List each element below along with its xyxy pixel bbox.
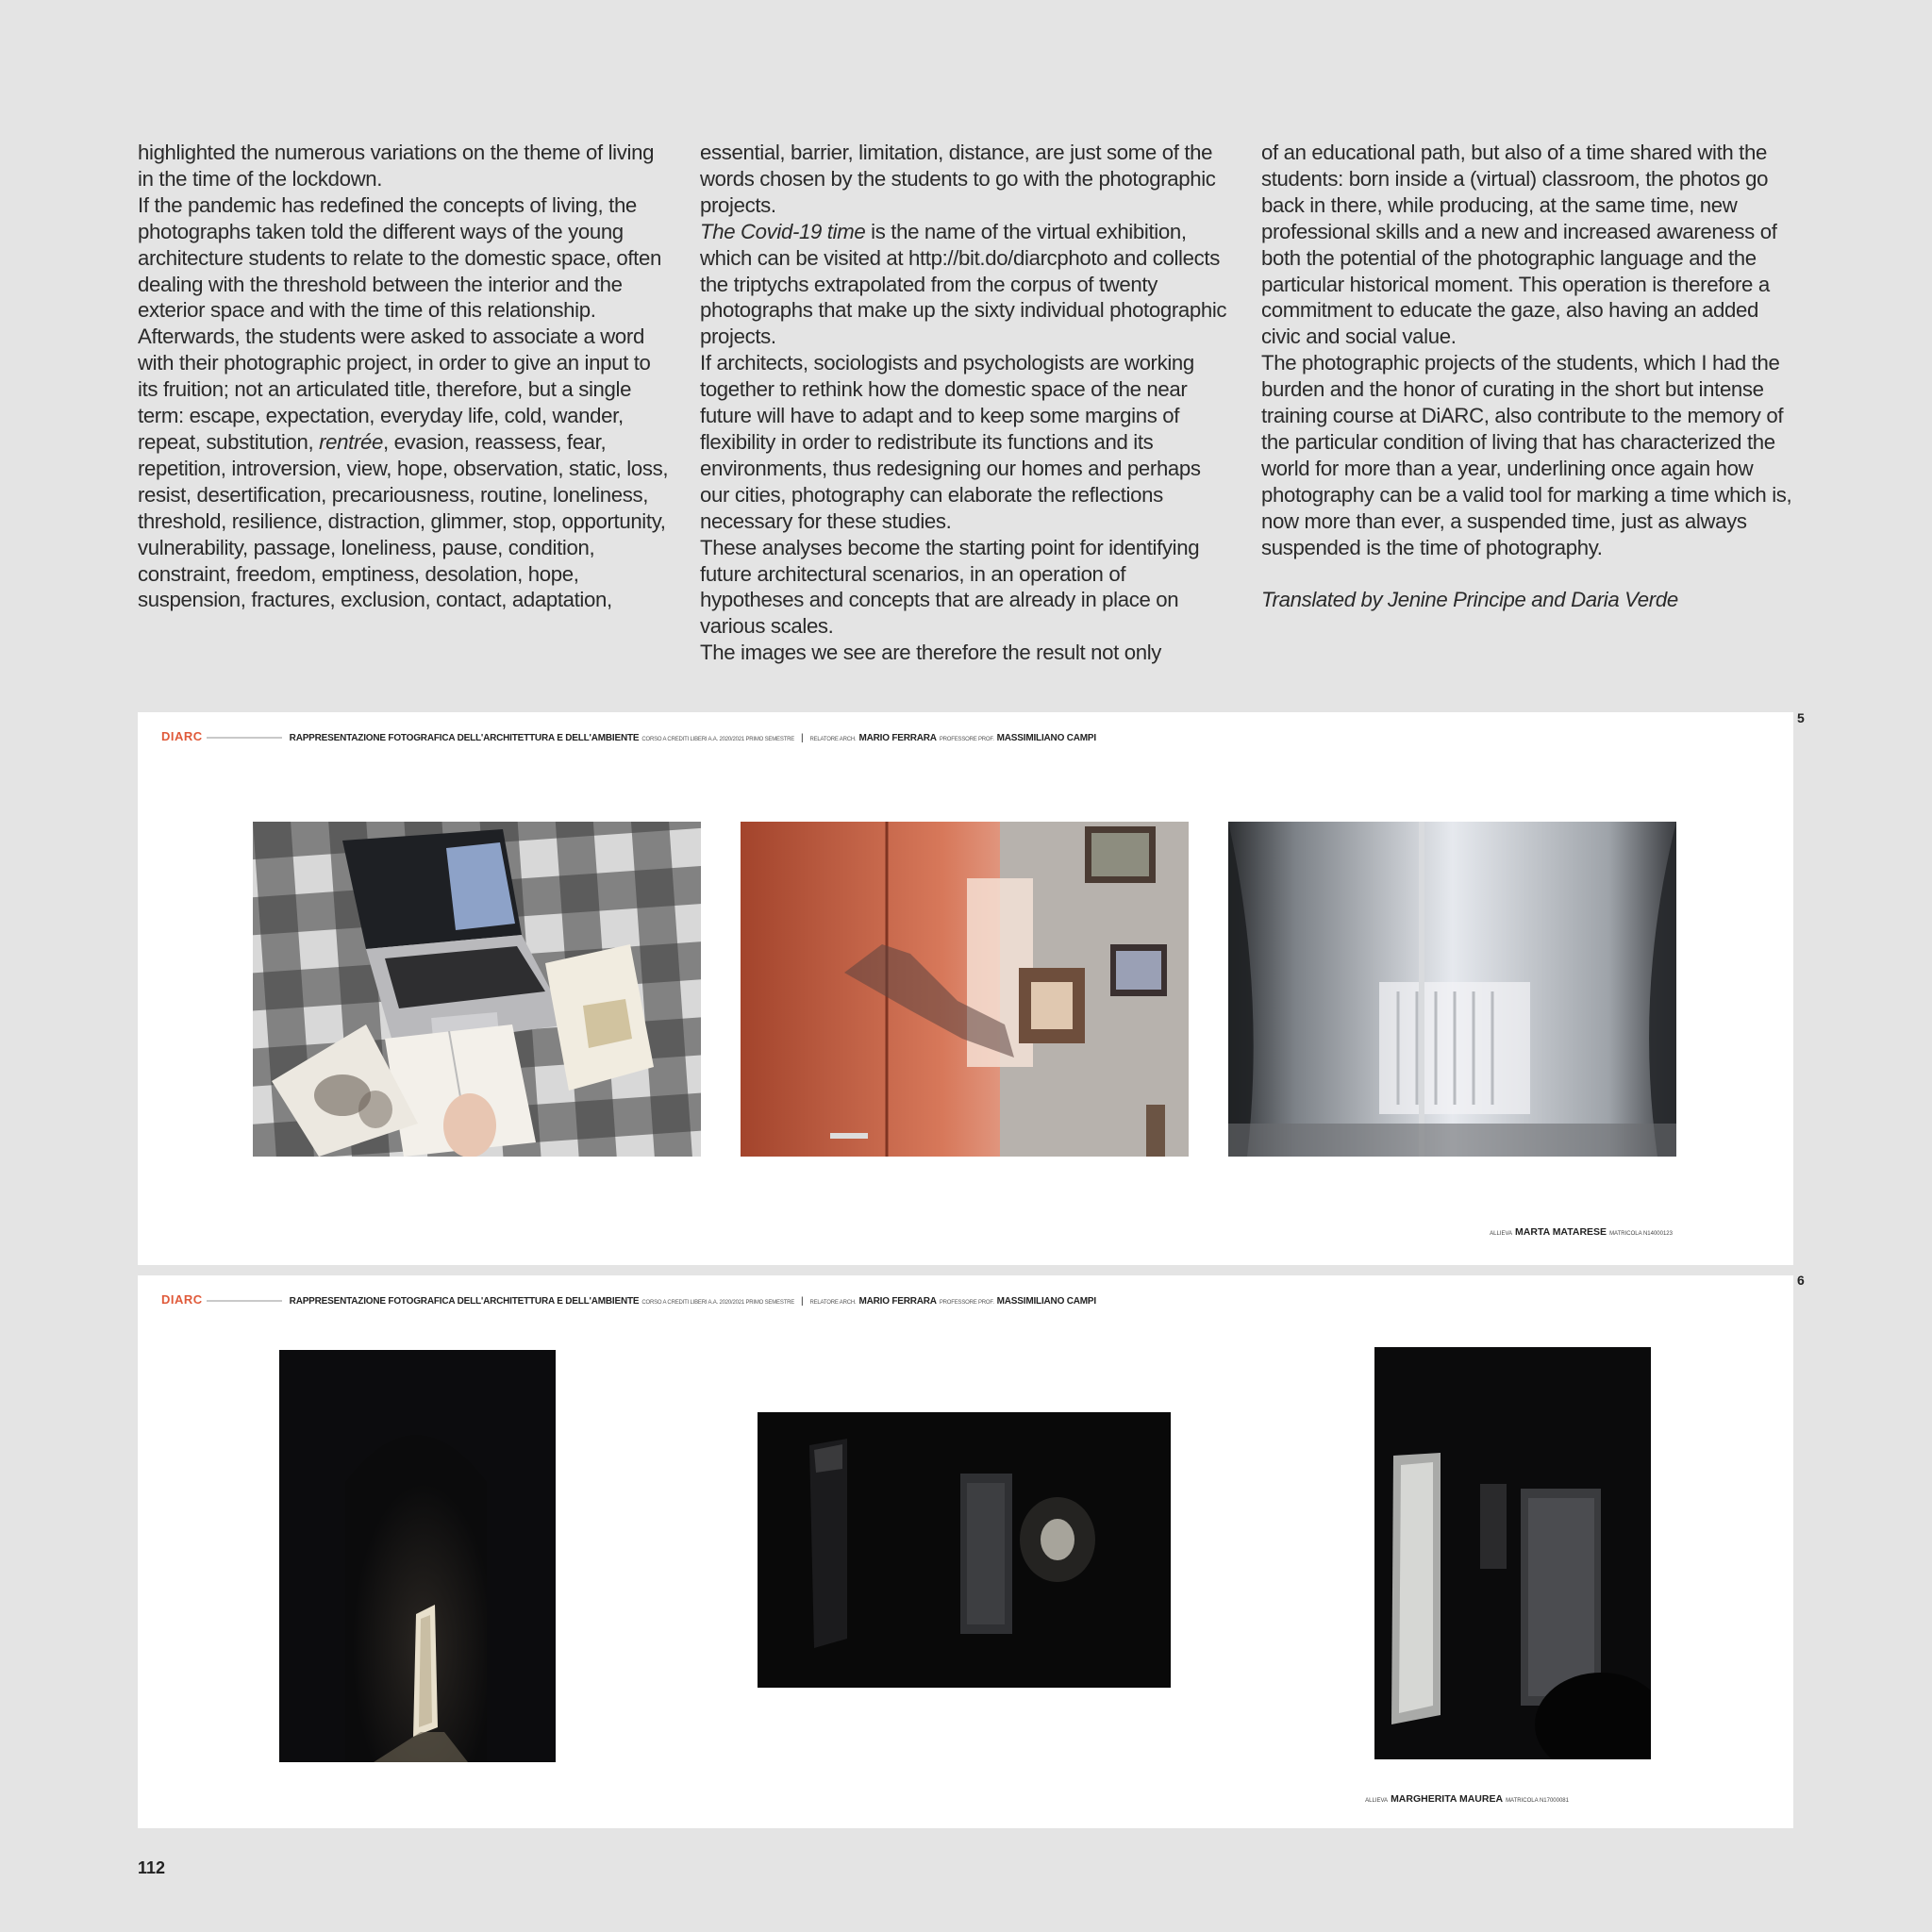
photo-curtains-image bbox=[1228, 822, 1676, 1157]
professor-label: PROFESSORE PROF. bbox=[939, 737, 994, 742]
photo-laptop-desk-image bbox=[253, 822, 701, 1157]
supervisor-name: MARIO FERRARA bbox=[858, 1296, 937, 1307]
paragraph: If architects, sociologists and psychologists are working together to rethink how the domestic space of the near future will have to adapt and to keep some margins of flexibility in order to redistribute its functions and its environments, thus redesigning our homes and perhaps our cities, photography can elaborate the reflections necessary for these studies. bbox=[700, 351, 1201, 533]
photo-dark-hallway-image bbox=[758, 1412, 1171, 1688]
supervisor-label: RELATORE ARCH. bbox=[809, 1300, 857, 1306]
text-column-2 bbox=[700, 140, 1233, 666]
logo-bar bbox=[207, 1300, 282, 1302]
paragraph: These analyses become the starting point for identifying future architectural scenarios, in an operation of hypotheses and concepts that are already in place on various scales. bbox=[700, 535, 1200, 639]
paragraph: of an educational path, but also of a time shared with the students: born inside a (virtual) classroom, the photos go back in there, while producing, at the same time, new professional skills and a new and increased awareness of both the potential of the photographic language and the particular historical moment. This operation is therefore a commitment to educate the gaze, also having an added civic and social value. bbox=[1261, 141, 1777, 349]
paragraph: essential, barrier, limitation, distance, are just some of the words chosen by the students to go with the photographic projects. bbox=[700, 141, 1216, 217]
supervisor-name: MARIO FERRARA bbox=[858, 733, 937, 743]
professor-label: PROFESSORE PROF. bbox=[939, 1300, 994, 1306]
page-number: 112 bbox=[138, 1858, 166, 1877]
photo-dark-room-image bbox=[1374, 1347, 1651, 1759]
board-header bbox=[161, 1292, 1096, 1307]
photo-dark-arch-image bbox=[279, 1350, 556, 1762]
logo-bar bbox=[207, 737, 282, 739]
photo-dark-arch bbox=[279, 1350, 556, 1762]
photo-door-shadow-image bbox=[741, 822, 1189, 1157]
student-prefix: ALLIEVA bbox=[1490, 1231, 1513, 1237]
diarc-logo: DIARC bbox=[161, 729, 203, 743]
board-number: 5 bbox=[1797, 710, 1805, 725]
photo-board-6 bbox=[138, 1275, 1793, 1828]
exhibition-title: The Covid-19 time bbox=[700, 219, 866, 243]
student-credit bbox=[1362, 1793, 1572, 1805]
separator: | bbox=[801, 1296, 804, 1307]
paragraph: The photographic projects of the students, which I had the burden and the honor of curating in the short but intense training course at DiARC, also contribute to the memory of the particular condition of living that has characterized the world for more than a year, underlining once again how photography can be a valid tool for marking a time which is, now more than ever, a suspended time, just as always suspended is the time of photography. bbox=[1261, 351, 1792, 559]
course-title: RAPPRESENTAZIONE FOTOGRAFICA DELL'ARCHITETTURA E DELL'AMBIENTE bbox=[289, 1296, 640, 1307]
photo-board-5 bbox=[138, 712, 1793, 1265]
text-column-1 bbox=[138, 140, 671, 613]
photo-curtains bbox=[1228, 822, 1676, 1157]
board-header bbox=[161, 729, 1096, 744]
paragraph: highlighted the numerous variations on the theme of living in the time of the lockdown. bbox=[138, 141, 655, 191]
student-id: MATRICOLA N17000081 bbox=[1506, 1798, 1569, 1804]
paragraph: The images we see are therefore the result not only bbox=[700, 641, 1162, 665]
student-name: MARTA MATARESE bbox=[1515, 1226, 1607, 1238]
student-id: MATRICOLA N14000123 bbox=[1609, 1231, 1673, 1237]
separator: | bbox=[801, 733, 804, 743]
course-info: CORSO A CREDITI LIBERI A.A. 2020/2021 PRIMO SEMESTRE bbox=[641, 1300, 795, 1306]
professor-name: MASSIMILIANO CAMPI bbox=[996, 733, 1096, 743]
paragraph bbox=[138, 324, 671, 613]
paragraph-text: is the name of the virtual exhibition, which can be visited at http://bit.do/diarcphoto and collects the triptychs extrapolated from the corpus of twenty photographs that make up the sixty individual photographic projects. bbox=[700, 219, 1227, 349]
student-credit bbox=[1487, 1226, 1675, 1238]
student-name: MARGHERITA MAUREA bbox=[1391, 1793, 1504, 1805]
photo-dark-hallway bbox=[758, 1412, 1171, 1688]
translation-credit: Translated by Jenine Principe and Daria Verde bbox=[1261, 588, 1678, 612]
photo-door-shadow bbox=[741, 822, 1189, 1157]
photo-dark-room bbox=[1374, 1347, 1651, 1759]
photo-laptop-desk bbox=[253, 822, 701, 1157]
italic-word: rentrée bbox=[319, 429, 383, 454]
paragraph-text: Afterwards, the students were asked to associate a word with their photographic project, in order to give an input to its fruition; not an articulated title, therefore, but a single term: escape, expectation, everyday life, cold, wander, repeat, substitution, bbox=[138, 325, 651, 454]
paragraph: If the pandemic has redefined the concepts of living, the photographs taken told the different ways of the young architecture students to relate to the domestic space, often dealing with the threshold between the interior and the exterior space and with the time of this relationship. bbox=[138, 192, 661, 323]
diarc-logo: DIARC bbox=[161, 1292, 203, 1307]
text-column-3 bbox=[1261, 140, 1794, 613]
paragraph-text: , evasion, reassess, fear, repetition, introversion, view, hope, observation, static, loss, resist, desertification, precariousness, routine, loneliness, threshold, resilience, distraction, glimmer, stop, opportunity, vulnerability, passage, loneliness, pause, condition, constraint, freedom, emptiness, desolation, hope, suspension, fractures, exclusion, contact, adaptation, bbox=[138, 429, 669, 612]
professor-name: MASSIMILIANO CAMPI bbox=[996, 1296, 1096, 1307]
board-number: 6 bbox=[1797, 1273, 1805, 1288]
supervisor-label: RELATORE ARCH. bbox=[809, 737, 857, 742]
course-title: RAPPRESENTAZIONE FOTOGRAFICA DELL'ARCHITETTURA E DELL'AMBIENTE bbox=[289, 733, 640, 743]
course-info: CORSO A CREDITI LIBERI A.A. 2020/2021 PRIMO SEMESTRE bbox=[641, 737, 795, 742]
student-prefix: ALLIEVA bbox=[1365, 1798, 1389, 1804]
paragraph bbox=[700, 219, 1233, 351]
